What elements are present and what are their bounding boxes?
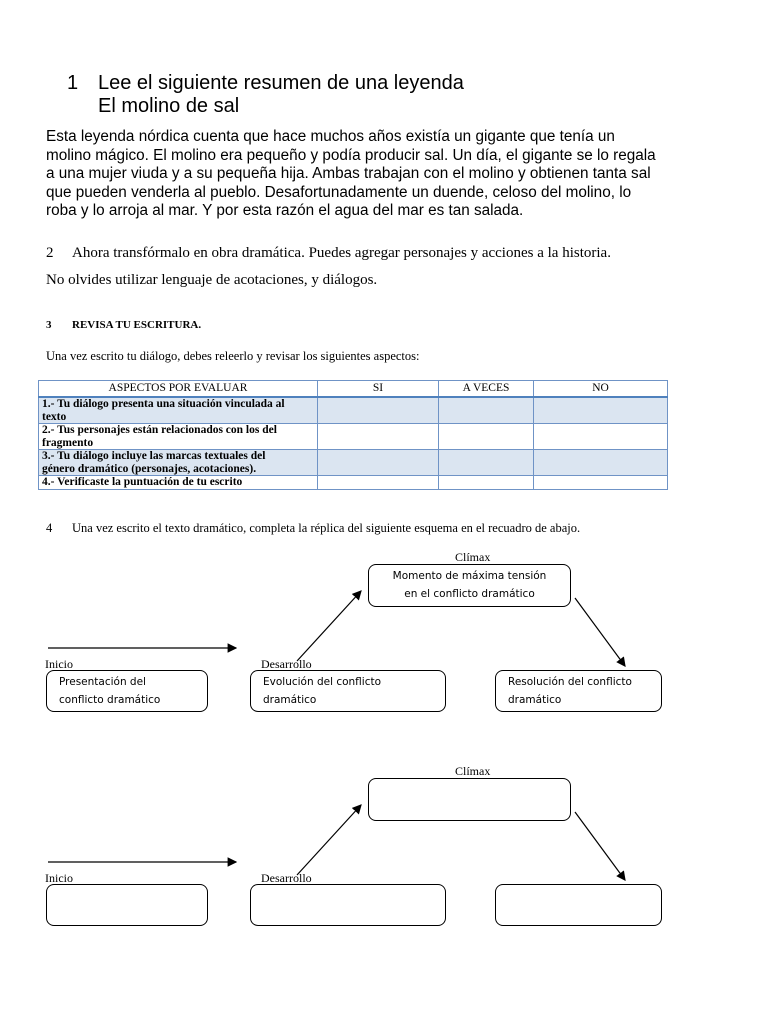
aspect-cell: 2.- Tus personajes están relacionados con los del fragmento (39, 424, 318, 450)
summary-line: que pueden venderla al pueblo. Desafortunadamente un duende, celoso del molino, lo (46, 183, 632, 201)
climax-empty-box[interactable] (368, 778, 571, 821)
summary-line: roba y lo arroja al mar. Y por esta razón el agua del mar es tan salada. (46, 202, 524, 219)
section2-text: Ahora transfórmalo en obra dramática. Puedes agregar personajes y acciones a la historia. (72, 245, 611, 261)
section2-number: 2 (46, 245, 54, 261)
summary-line: Esta leyenda nórdica cuenta que hace muchos años existía un gigante que tenía un (46, 128, 615, 145)
inicio-label: Inicio (45, 657, 73, 671)
aspect-cell: 1.- Tu diálogo presenta una situación vinculada al texto (39, 397, 318, 424)
section3-number: 3 (46, 319, 52, 331)
climax-label: Clímax (455, 550, 491, 564)
section2-text2: No olvides utilizar lenguaje de acotaciones, y diálogos. (46, 272, 378, 288)
header-no: NO (534, 381, 668, 398)
resolucion-box: Resolución del conflicto dramático (495, 670, 662, 712)
desarrollo-empty-box[interactable] (250, 884, 446, 926)
climax-label-2: Clímax (455, 764, 491, 778)
section4-text: Una vez escrito el texto dramático, completa la réplica del siguiente esquema en el recuadro de abajo. (72, 521, 581, 535)
desarrollo-label-2: Desarrollo (261, 871, 312, 885)
header-si: SI (318, 381, 439, 398)
desarrollo-box: Evolución del conflicto dramático (250, 670, 446, 712)
desarrollo-label: Desarrollo (261, 657, 312, 671)
summary-line: a una mujer viuda y a su pequeña hija. Ambas trabajan con el molino y obtienen tanta sal (46, 165, 651, 182)
header-aspectos: ASPECTOS POR EVALUAR (39, 381, 318, 398)
section4-number: 4 (46, 521, 53, 535)
section1-number: 1 (67, 72, 79, 94)
summary-line: molino mágico. El molino era pequeño y podía producir sal. Un día, el gigante se lo regala (46, 146, 656, 164)
inicio-label-2: Inicio (45, 871, 73, 885)
section1-subtitle: El molino de sal (98, 95, 240, 117)
inicio-empty-box[interactable] (46, 884, 208, 926)
aspect-cell: 4.- Verificaste la puntuación de tu escrito (39, 476, 318, 490)
aspect-cell: 3.- Tu diálogo incluye las marcas textuales del género dramático (personajes, acotaciones). (39, 450, 318, 476)
header-a-veces: A VECES (439, 381, 534, 398)
section1-title: Lee el siguiente resumen de una leyenda (98, 72, 464, 94)
resolucion-empty-box[interactable] (495, 884, 662, 926)
climax-box: Momento de máxima tensión en el conflicto dramático (368, 564, 571, 607)
section3-title: REVISA TU ESCRITURA. (72, 319, 202, 331)
section3-intro: Una vez escrito tu diálogo, debes releerlo y revisar los siguientes aspectos: (46, 349, 420, 363)
inicio-box: Presentación del conflicto dramático (46, 670, 208, 712)
